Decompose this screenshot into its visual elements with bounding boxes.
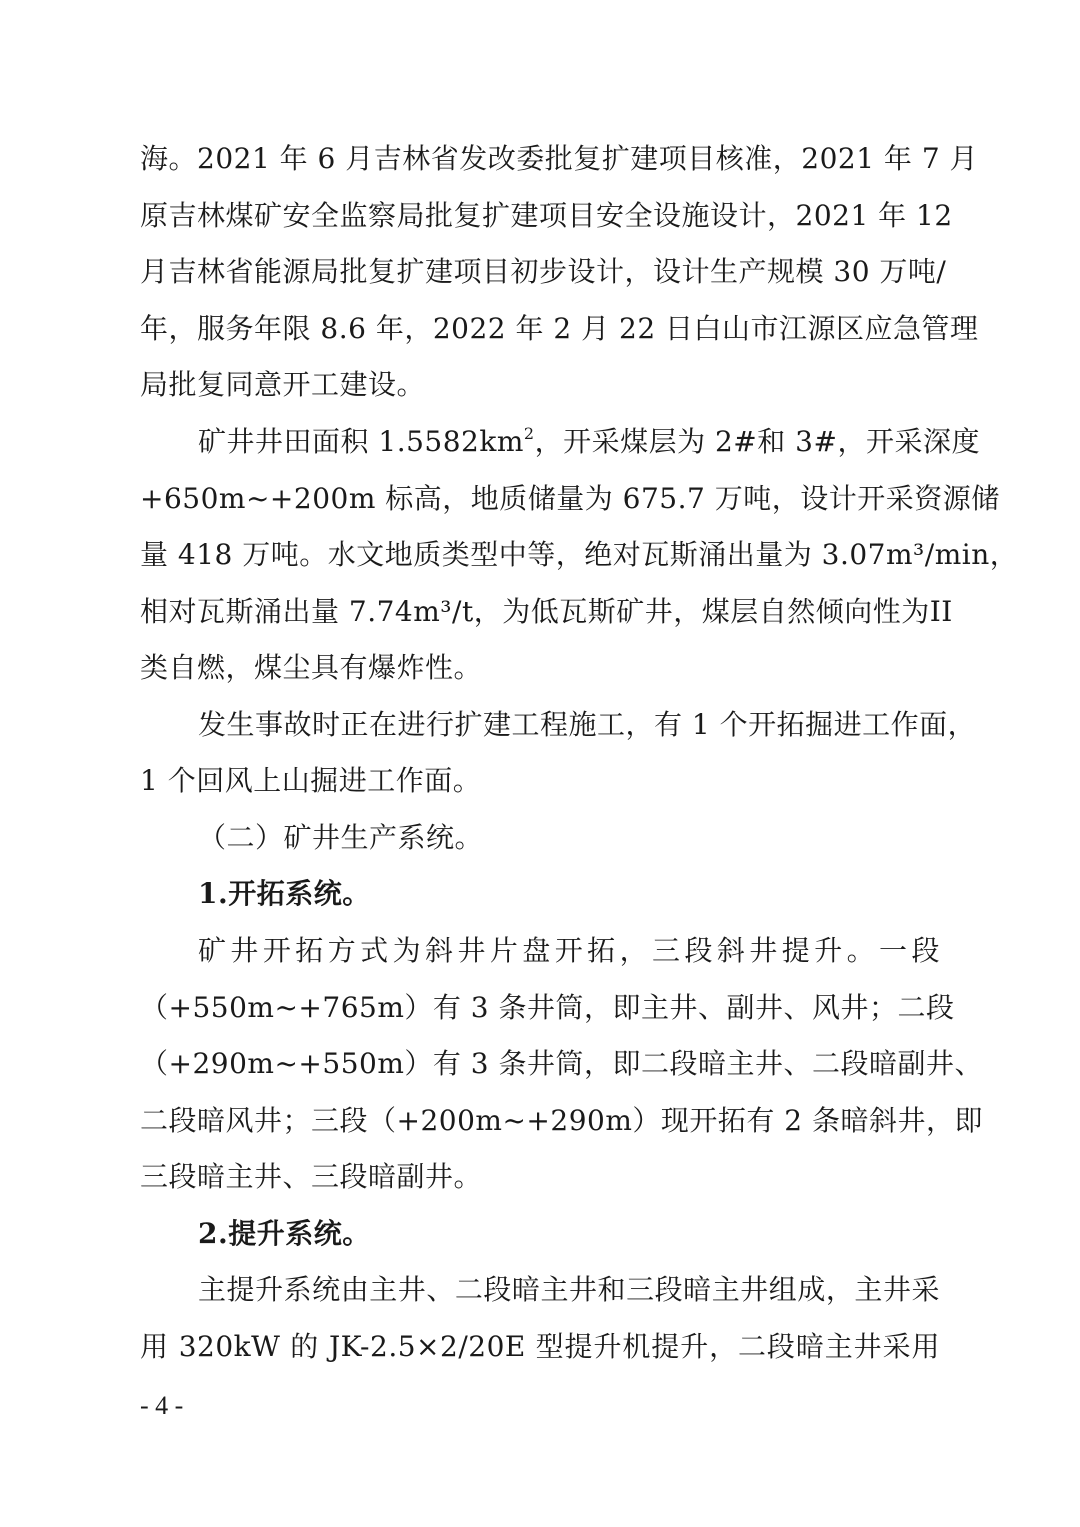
subsection-number: 1. [198, 877, 229, 910]
paragraph-line: 原吉林煤矿安全监察局批复扩建项目安全设施设计，2021 年 12 [140, 199, 953, 232]
paragraph-line: （+290m~+550m）有 3 条井筒，即二段暗主井、二段暗副井、 [140, 1047, 983, 1080]
paragraph-line [198, 422, 980, 462]
paragraph-line: +650m~+200m 标高，地质储量为 675.7 万吨，设计开采资源储 [140, 482, 1000, 515]
paragraph-line: 量 418 万吨。水文地质类型中等，绝对瓦斯涌出量为 3.07m³/min， [140, 538, 1019, 571]
paragraph-line: 发生事故时正在进行扩建工程施工，有 1 个开拓掘进工作面， [198, 708, 977, 741]
paragraph-line: 局批复同意开工建设。 [140, 368, 426, 401]
subsection-title: 开拓系统。 [228, 877, 371, 910]
paragraph-line: 主提升系统由主井、二段暗主井和三段暗主井组成，主井采 [198, 1273, 940, 1306]
paragraph-line: 月吉林省能源局批复扩建项目初步设计，设计生产规模 30 万吨/ [140, 255, 947, 288]
paragraph-line: 二段暗风井；三段（+200m~+290m）现开拓有 2 条暗斜井，即 [140, 1104, 983, 1137]
section-heading: （二）矿井生产系统。 [198, 821, 484, 854]
paragraph-line: （+550m~+765m）有 3 条井筒，即主井、副井、风井；二段 [140, 991, 955, 1024]
subsection-title: 提升系统。 [228, 1217, 371, 1250]
page-number: - 4 - [140, 1391, 184, 1420]
superscript: 2 [523, 424, 535, 443]
area-text: 矿井井田面积 1.5582km [198, 425, 524, 458]
subsection-heading [198, 874, 940, 914]
paragraph-line: 矿井开拓方式为斜井片盘开拓，三段斜井提升。一段 [198, 934, 940, 967]
paragraph-line: 类自燃，煤尘具有爆炸性。 [140, 651, 483, 684]
paragraph-line: 用 320kW 的 JK-2.5×2/20E 型提升机提升，二段暗主井采用 [140, 1330, 940, 1363]
subsection-heading [198, 1214, 940, 1254]
paragraph-line: 相对瓦斯涌出量 7.74m³/t，为低瓦斯矿井，煤层自然倾向性为II [140, 595, 953, 628]
seam-text: ，开采煤层为 2#和 3#，开采深度 [534, 425, 980, 458]
subsection-number: 2. [198, 1217, 229, 1250]
paragraph-line: 1 个回风上山掘进工作面。 [140, 764, 482, 797]
paragraph-line: 海。2021 年 6 月吉林省发改委批复扩建项目核准，2021 年 7 月 [140, 142, 979, 175]
paragraph-line: 三段暗主井、三段暗副井。 [140, 1160, 483, 1193]
paragraph-line: 年，服务年限 8.6 年，2022 年 2 月 22 日白山市江源区应急管理 [140, 312, 979, 345]
